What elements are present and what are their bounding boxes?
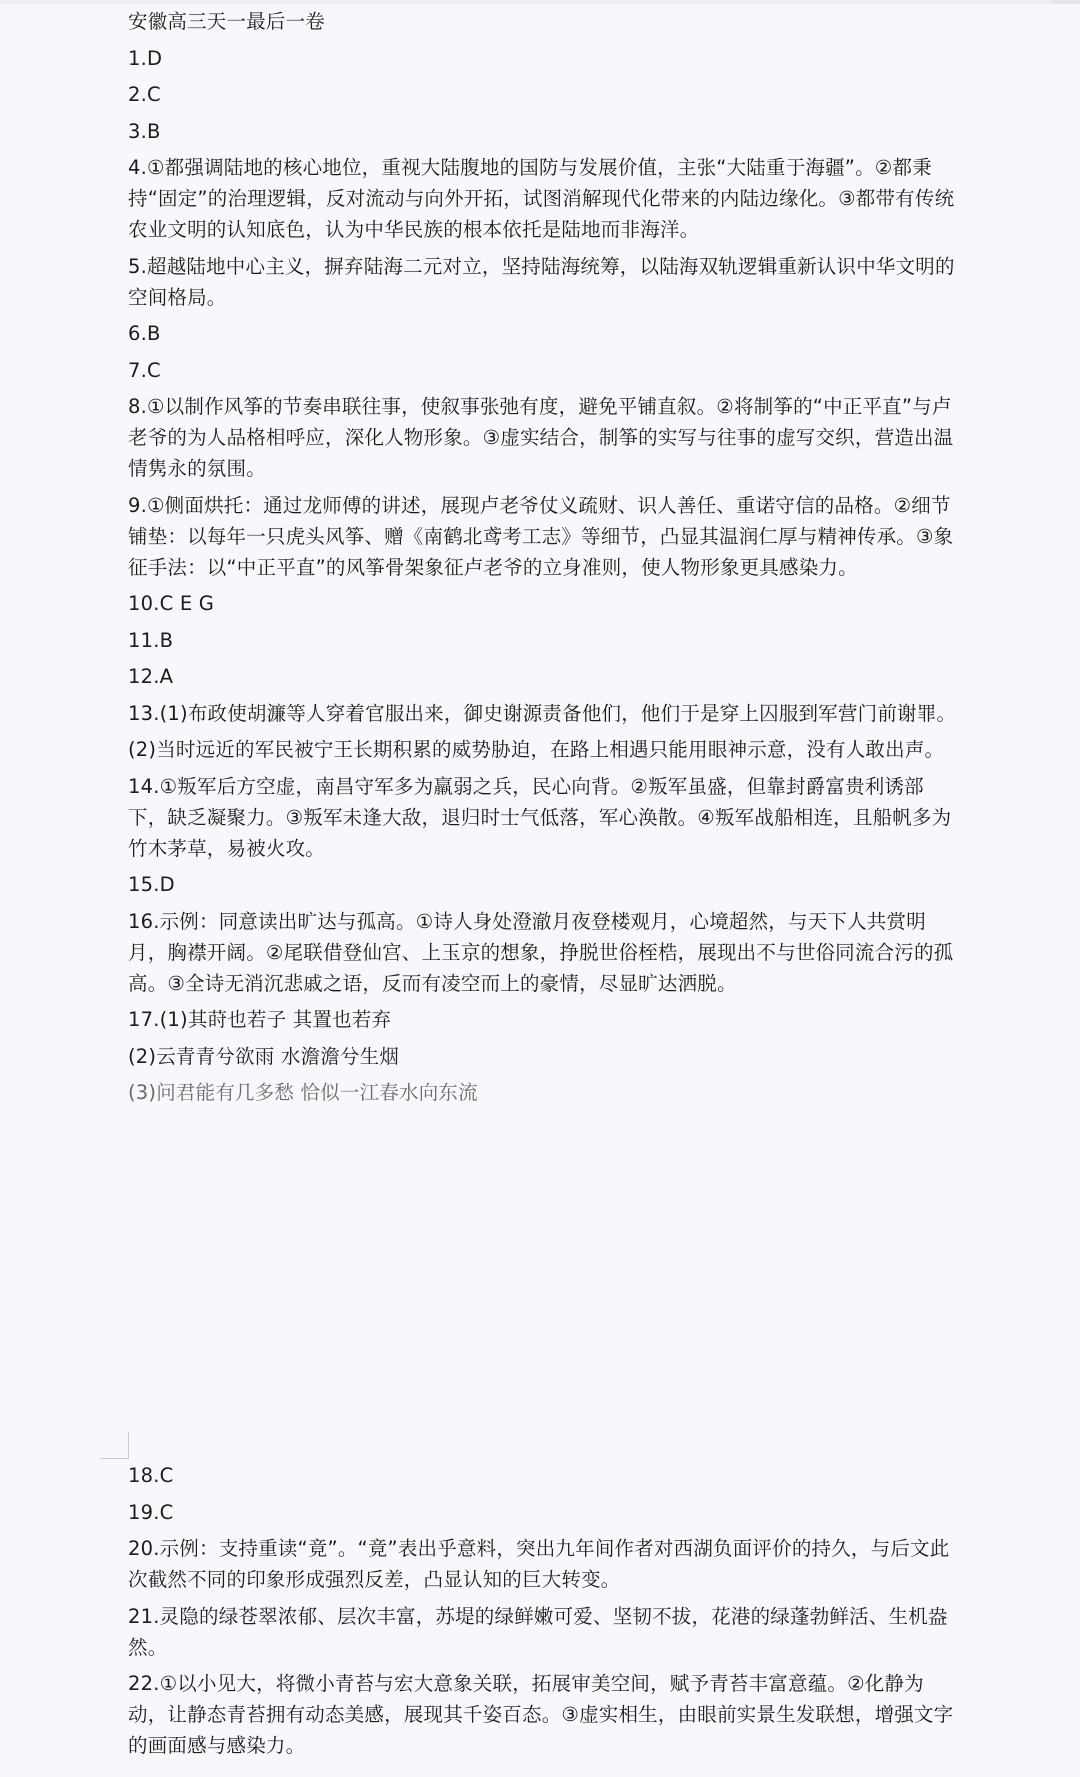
answer-line: 7.C [128,358,161,382]
answer-line: 14.①叛军后方空虚，南昌守军多为羸弱之兵，民心向背。②叛军虽盛，但靠封爵富贵利诱部下，缺乏凝聚力。③叛军未逢大敌，退归时士气低落，军心涣散。④叛军战船相连，且船帆多为竹木茅草，易被火攻。 [128,774,952,860]
answer-line: 1.D [128,46,163,70]
answer-line: (3)问君能有几多愁 恰似一江春水向东流 [128,1081,478,1104]
crop-mark [100,1432,129,1459]
answer-line: 18.C [128,1464,174,1487]
answer-line: 20.示例：支持重读“竟”。“竟”表出乎意料，突出九年间作者对西湖负面评价的持久，与后文此次截然不同的印象形成强烈反差，凸显认知的巨大转变。 [128,1537,950,1591]
document-body [128,6,958,1108]
answer-line: (2)云青青兮欲雨 水澹澹兮生烟 [128,1044,400,1068]
answer-line: 22.①以小见大，将微小青苔与宏大意象关联，拓展审美空间，赋予青苔丰富意蕴。②化静为动，让静态青苔拥有动态美感，展现其千姿百态。③虚实相生，由眼前实景生发联想，增强文字的画面感与感染力。 [128,1672,954,1757]
answer-line: 3.B [128,119,161,143]
answer-line: 17.(1)其莳也若子 其置也若弃 [128,1008,392,1031]
answer-line: 8.①以制作风筝的节奏串联往事，使叙事张弛有度，避免平铺直叙。②将制筝的“中正平直”与卢老爷的为人品格相呼应，深化人物形象。③虚实结合，制筝的实写与往事的虚写交织，营造出温情隽永的氛围。 [128,395,954,480]
answer-line: 2.C [128,83,161,106]
answer-line: 11.B [128,628,174,652]
document-title: 安徽高三天一最后一卷 [128,10,326,33]
blank-area [128,1180,958,1460]
document-body-continued [128,1460,958,1761]
answer-line: 9.①侧面烘托：通过龙师傅的讲述，展现卢老爷仗义疏财、识人善任、重诺守信的品格。②细节铺垫：以每年一只虎头风筝、赠《南鹤北鸢考工志》等细节，凸显其温润仁厚与精神传承。③象征手法：以“中正平直”的风筝骨架象征卢老爷的立身准则，使人物形象更具感染力。 [128,493,954,579]
answer-line: 5.超越陆地中心主义，摒弃陆海二元对立，坚持陆海统筹，以陆海双轨逻辑重新认识中华文明的空间格局。 [128,254,955,309]
answer-line: 21.灵隐的绿苍翠浓郁、层次丰富，苏堤的绿鲜嫩可爱、坚韧不拔，花港的绿蓬勃鲜活、生机盎然。 [128,1604,948,1659]
answer-line: 12.A [128,665,174,688]
answer-line: (2)当时远近的军民被宁王长期积累的威势胁迫，在路上相遇只能用眼神示意，没有人敢出声。 [128,738,945,761]
answer-line: 6.B [128,322,161,345]
answer-line: 10.C E G [128,592,215,615]
answer-line: 16.示例：同意读出旷达与孤高。①诗人身处澄澈月夜登楼观月，心境超然，与天下人共赏明月，胸襟开阔。②尾联借登仙宫、上玉京的想象，挣脱世俗桎梏，展现出不与世俗同流合污的孤高。③全诗无消沉悲戚之语，反而有凌空而上的豪情，尽显旷达洒脱。 [128,909,954,995]
answer-line: 4.①都强调陆地的核心地位，重视大陆腹地的国防与发展价值，主张“大陆重于海疆”。②都秉持“固定”的治理逻辑，反对流动与向外开拓，试图消解现代化带来的内陆边缘化。③都带有传统农业文明的认知底色，认为中华民族的根本依托是陆地而非海洋。 [128,156,955,241]
answer-line: 13.(1)布政使胡濂等人穿着官服出来，御史谢源责备他们，他们于是穿上囚服到军营门前谢罪。 [128,701,957,725]
page-top-edge [0,0,1080,4]
answer-line: 15.D [128,873,175,896]
answer-line: 19.C [128,1500,174,1524]
